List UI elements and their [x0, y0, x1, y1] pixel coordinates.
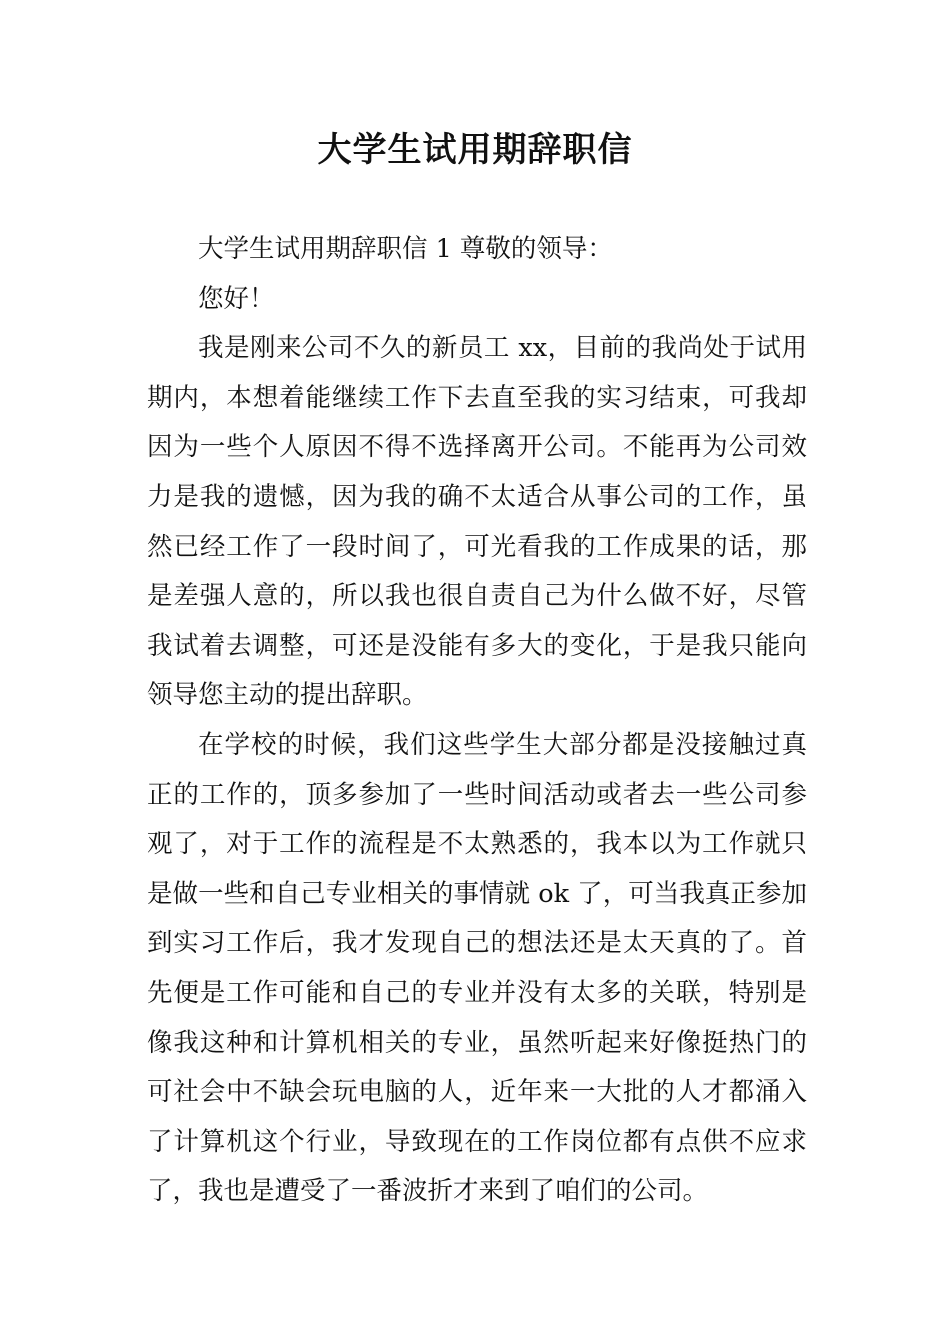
document-body: [147, 225, 807, 1217]
body-paragraph: 我是刚来公司不久的新员工 xx，目前的我尚处于试用期内，本想着能继续工作下去直至我的实习结束，可我却因为一些个人原因不得不选择离开公司。不能再为公司效力是我的遗憾，因为我的确不太适合从事公司的工作，虽然已经工作了一段时间了，可光看我的工作成果的话，那是差强人意的，所以我也很自责自己为什么做不好，尽管我试着去调整，可还是没能有多大的变化，于是我只能向领导您主动的提出辞职。: [147, 333, 807, 711]
greeting-paragraph: 您好！: [198, 283, 275, 314]
document-title: 大学生试用期辞职信: [317, 130, 633, 170]
salutation-paragraph: 大学生试用期辞职信 1 尊敬的领导：: [198, 234, 613, 264]
body-paragraph: 在学校的时候，我们这些学生大部分都是没接触过真正的工作的，顶多参加了一些时间活动或者去一些公司参观了，对于工作的流程是不太熟悉的，我本以为工作就只是做一些和自己专业相关的事情就 ok 了，可当我真正参加到实习工作后，我才发现自己的想法还是太天真的了。首先便是工作可能和自己的专业并没有太多的关联，特别是像我这种和计算机相关的专业，虽然听起来好像挺热门的可社会中不缺会玩电脑的人，近年来一大批的人才都涌入了计算机这个行业，导致现在的工作岗位都有点供不应求了，我也是遭受了一番波折才来到了咱们的公司。: [147, 729, 807, 1207]
